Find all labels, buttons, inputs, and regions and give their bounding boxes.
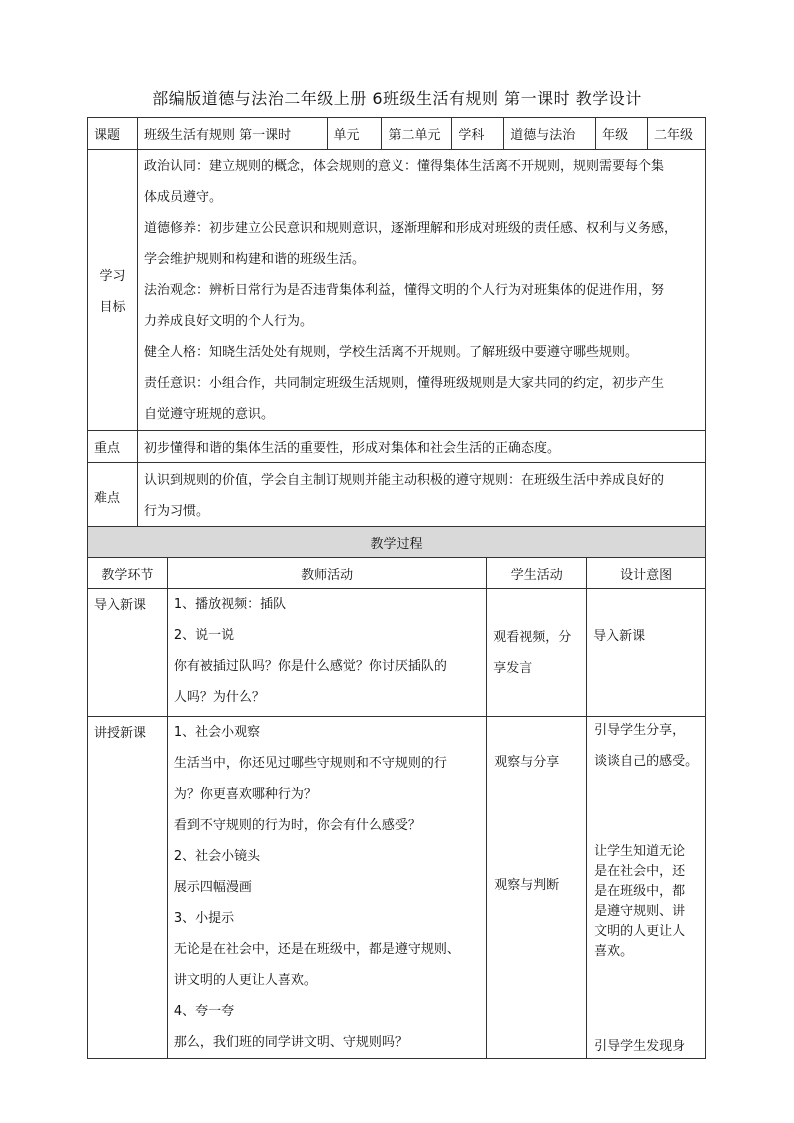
intent-line: 引导学生分享， — [594, 723, 686, 738]
col-teacher: 教师活动 — [167, 558, 486, 589]
teacher-line: 你有被插过队吗？你是什么感觉？你讨厌插队的 — [173, 659, 447, 674]
intent-line: 让学生知道无论 — [594, 844, 686, 859]
col-student: 学生活动 — [487, 558, 587, 589]
grade-value: 二年级 — [648, 118, 706, 150]
col-stage: 教学环节 — [88, 558, 168, 589]
student-line: 观看视频，分 — [493, 629, 572, 645]
subject-value: 道德与法治 — [504, 118, 596, 150]
intro-intent: 导入新课 — [587, 589, 706, 717]
intent-line: 是遵守规则、讲 — [594, 904, 686, 919]
teaching-process-table — [87, 526, 706, 1059]
goal-line: 政治认同：建立规则的概念，体会规则的意义：懂得集体生活离不开规则，规则需要每个集 — [143, 158, 664, 174]
lesson-info-table — [87, 117, 706, 530]
teacher-line: 展示四幅漫画 — [173, 880, 252, 895]
grade-label: 年级 — [596, 118, 648, 150]
goal-line: 力养成良好文明的个人行为。 — [143, 313, 313, 329]
unit-label: 单元 — [327, 118, 382, 150]
key-point-label: 重点 — [88, 431, 138, 463]
intro-student — [487, 589, 587, 717]
teacher-line: 讲文明的人更让人喜欢。 — [173, 973, 317, 988]
info-row — [88, 118, 706, 150]
teacher-line: 人吗？为什么？ — [173, 690, 265, 705]
goal-line: 责任意识：小组合作，共同制定班级生活规则，懂得班级规则是大家共同的约定，初步产生 — [143, 375, 664, 391]
intro-stage: 导入新课 — [88, 589, 168, 717]
intent-line: 是在社会中，还 — [594, 864, 686, 879]
teacher-line: 生活当中，你还见过哪些守规则和不守规则的行 — [173, 756, 447, 771]
difficulty-row — [88, 463, 706, 530]
intent-line: 谈谈自己的感受。 — [594, 754, 699, 769]
student-line: 享发言 — [493, 660, 533, 676]
teacher-line: 4、夸一夸 — [173, 1004, 235, 1019]
difficulty-line: 认识到规则的价值，学会自主制订规则并能主动积极的遵守规则：在班级生活中养成良好的 — [143, 473, 664, 488]
goal-line: 道德修养：初步建立公民意识和规则意识，逐渐理解和形成对班级的责任感、权利与义务感， — [143, 220, 677, 236]
process-header-row — [88, 527, 706, 558]
key-point-row — [88, 431, 706, 463]
topic-value: 班级生活有规则 第一课时 — [137, 118, 327, 150]
goals-label-line2: 目标 — [99, 300, 126, 315]
student-activity-observe-share: 观察与分享 — [494, 755, 560, 770]
teacher-line: 1、社会小观察 — [173, 725, 261, 740]
goal-line: 法治观念：辨析日常行为是否违背集体利益，懂得文明的个人行为对班集体的促进作用，努 — [143, 282, 664, 298]
lecture-student — [487, 717, 587, 1059]
intro-teacher — [167, 589, 486, 717]
goal-line: 学会维护规则和构建和谐的班级生活。 — [143, 251, 365, 267]
teacher-line: 无论是在社会中，还是在班级中，都是遵守规则、 — [173, 942, 460, 957]
intro-row — [88, 589, 706, 717]
intent-line: 文明的人更让人 — [594, 924, 686, 939]
process-header: 教学过程 — [88, 527, 706, 558]
subject-label: 学科 — [452, 118, 504, 150]
lecture-row — [88, 717, 706, 1059]
intent-block-1 — [594, 715, 698, 777]
intent-line: 喜欢。 — [594, 944, 634, 959]
difficulty-text — [137, 463, 705, 530]
difficulty-label: 难点 — [88, 463, 138, 530]
key-point-text: 初步懂得和谐的集体生活的重要性，形成对集体和社会生活的正确态度。 — [137, 431, 705, 463]
goals-label — [88, 150, 138, 431]
unit-value: 第二单元 — [382, 118, 452, 150]
teacher-line: 那么，我们班的同学讲文明、守规则吗？ — [173, 1035, 408, 1050]
lecture-teacher — [167, 717, 486, 1059]
teacher-line: 2、说一说 — [173, 628, 235, 643]
col-intent: 设计意图 — [587, 558, 706, 589]
difficulty-line: 行为习惯。 — [143, 504, 209, 519]
intent-block-3: 引导学生发现身 — [594, 1039, 686, 1054]
teacher-line: 看到不守规则的行为时，你会有什么感受？ — [173, 818, 421, 833]
goal-line: 体成员遵守。 — [143, 189, 222, 205]
topic-label: 课题 — [88, 118, 138, 150]
lecture-intent — [587, 717, 706, 1059]
lecture-stage: 讲授新课 — [88, 717, 168, 1059]
teacher-line: 3、小提示 — [173, 911, 235, 926]
document-title: 部编版道德与法治二年级上册 6班级生活有规则 第一课时 教学设计 — [152, 89, 642, 108]
teacher-line: 2、社会小镜头 — [173, 849, 261, 864]
intent-line: 是在班级中，都 — [594, 884, 686, 899]
intent-block-2 — [594, 842, 685, 962]
goal-line: 健全人格：知晓生活处处有规则，学校生活离不开规则。了解班级中要遵守哪些规则。 — [143, 344, 638, 360]
column-header-row — [88, 558, 706, 589]
teacher-line: 1、播放视频：插队 — [173, 597, 287, 612]
goals-label-line1: 学习 — [99, 269, 126, 284]
goals-row — [88, 150, 706, 431]
student-activity-observe-judge: 观察与判断 — [494, 878, 560, 893]
teacher-line: 为？你更喜欢哪种行为？ — [173, 787, 317, 802]
goals-content — [137, 150, 705, 431]
goal-line: 自觉遵守班规的意识。 — [143, 406, 274, 422]
